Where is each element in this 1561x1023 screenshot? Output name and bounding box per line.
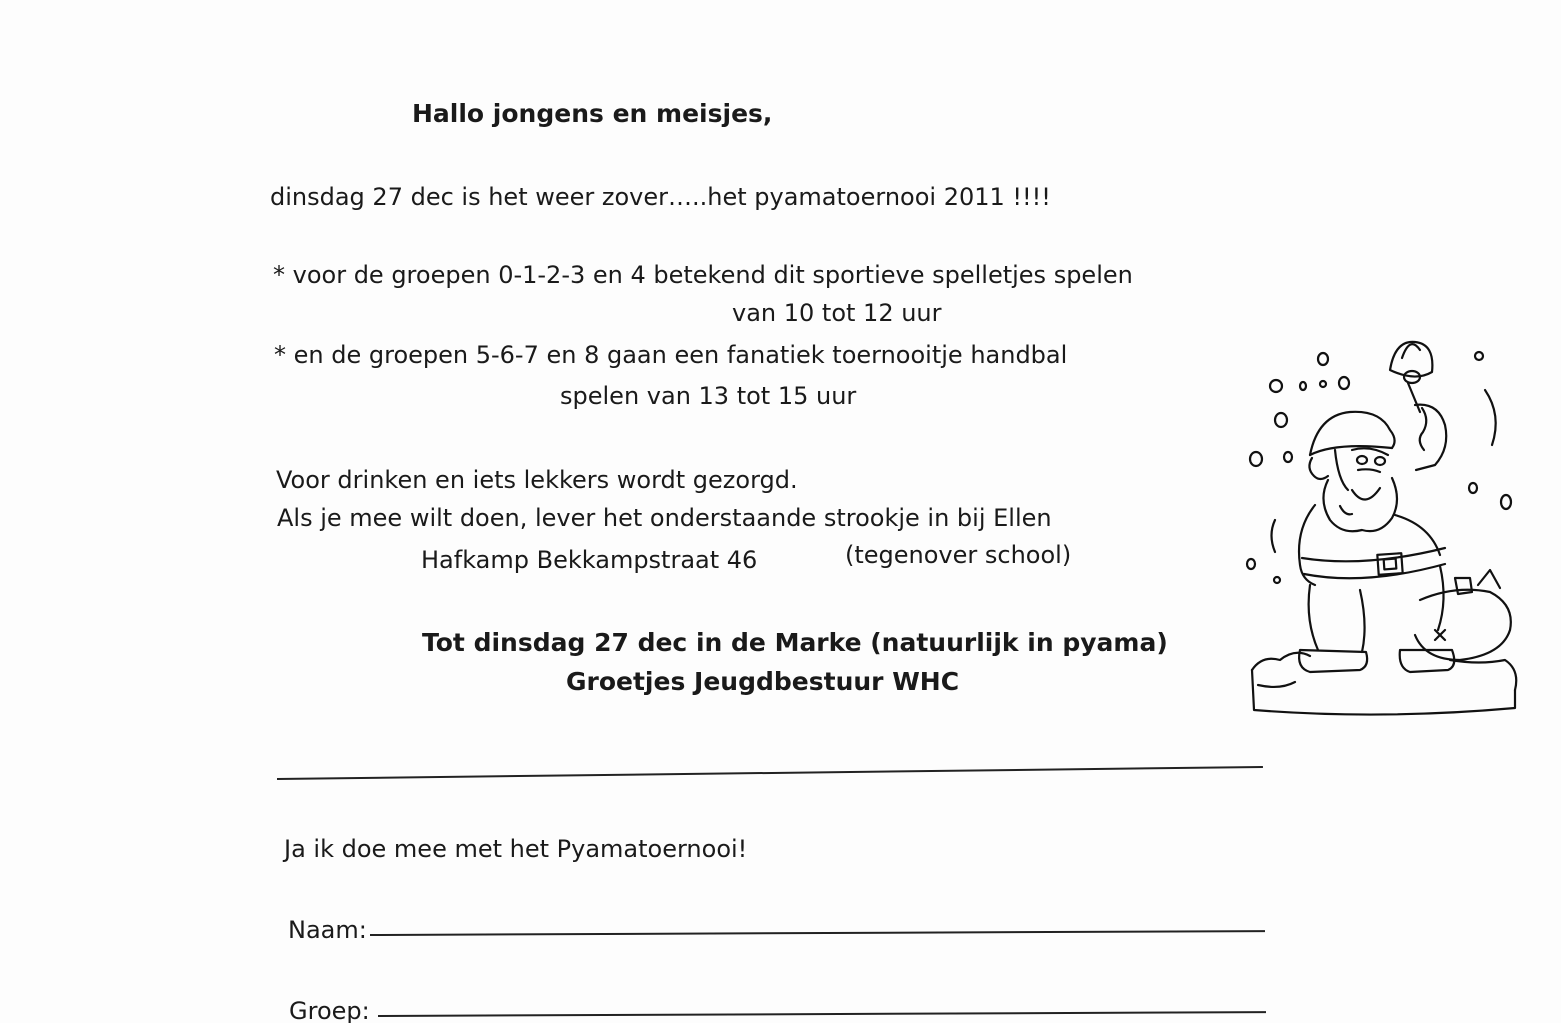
name-label: Naam: (288, 916, 367, 944)
santa-with-bell-illustration (1240, 330, 1530, 725)
bullet-groups-5-8-time: spelen van 13 tot 15 uur (560, 382, 857, 410)
bullet-groups-0-4-time: van 10 tot 12 uur (732, 299, 942, 327)
intro-text: dinsdag 27 dec is het weer zover…..het pyamatoernooi 2011 !!!! (270, 183, 1051, 211)
instruction-text: Als je mee wilt doen, lever het onderstaande strookje in bij Ellen (277, 504, 1052, 532)
signature-line: Groetjes Jeugdbestuur WHC (566, 667, 960, 696)
bullet-groups-5-8: * en de groepen 5-6-7 en 8 gaan een fanatiek toernooitje handbal (274, 341, 1068, 369)
group-label: Groep: (289, 997, 370, 1023)
address-text: Hafkamp Bekkampstraat 46 (421, 546, 758, 574)
confirm-text: Ja ik doe mee met het Pyamatoernooi! (284, 835, 748, 863)
address-note: (tegenover school) (845, 541, 1072, 569)
group-field-line[interactable] (378, 1011, 1266, 1017)
bullet-groups-0-4: * voor de groepen 0-1-2-3 en 4 betekend dit sportieve spelletjes spelen (273, 261, 1133, 289)
name-field-line[interactable] (370, 930, 1265, 936)
cut-line (277, 766, 1263, 780)
greeting-heading: Hallo jongens en meisjes, (412, 99, 773, 128)
drinks-text: Voor drinken en iets lekkers wordt gezorgd. (276, 466, 798, 494)
closing-line: Tot dinsdag 27 dec in de Marke (natuurlijk in pyama) (422, 628, 1168, 657)
